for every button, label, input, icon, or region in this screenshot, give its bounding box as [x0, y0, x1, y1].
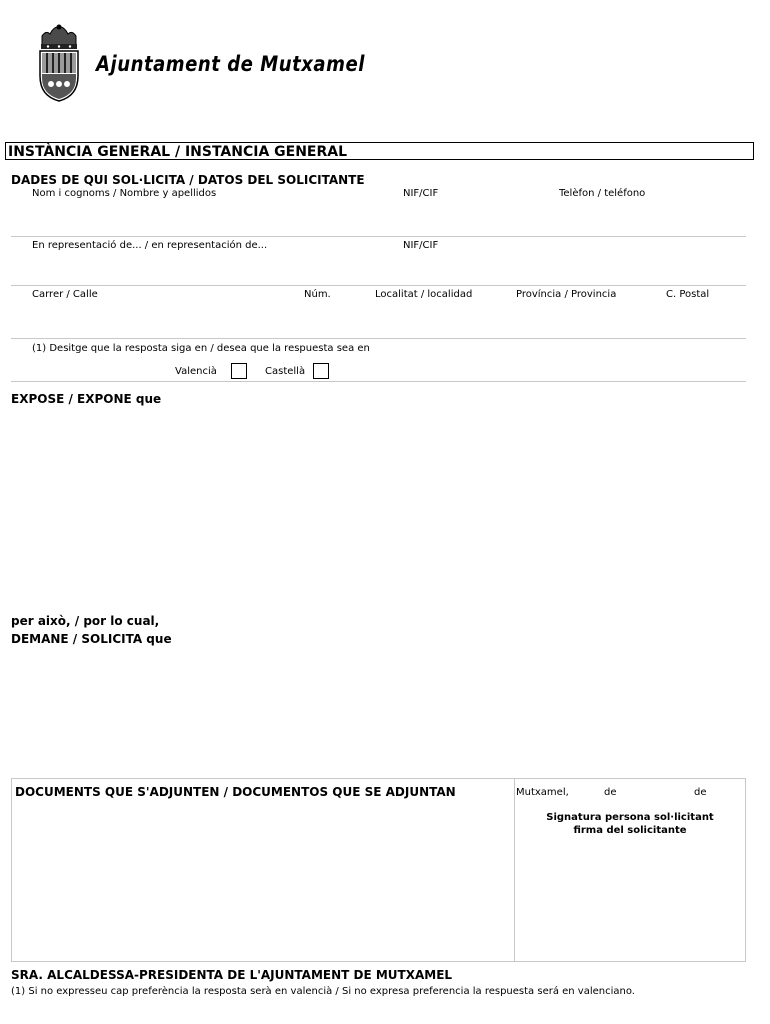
divider	[11, 338, 746, 339]
phone-label: Telèfon / teléfono	[559, 188, 646, 199]
date-de-label: de	[604, 787, 617, 798]
demane-text-area[interactable]	[11, 650, 746, 770]
applicant-heading: DADES DE QUI SOL·LICITA / DATOS DEL SOLICITANTE	[11, 173, 365, 187]
castella-checkbox[interactable]	[313, 363, 329, 379]
valencia-checkbox[interactable]	[231, 363, 247, 379]
expose-text-area[interactable]	[11, 410, 746, 610]
demane-heading: DEMANE / SOLICITA que	[11, 632, 172, 646]
postal-label: C. Postal	[666, 289, 710, 300]
name-label: Nom i cognoms / Nombre y apellidos	[32, 188, 217, 199]
place-label: Mutxamel,	[516, 787, 569, 798]
number-label: Núm.	[304, 289, 331, 300]
street-label: Carrer / Calle	[32, 289, 98, 300]
nif-label: NIF/CIF	[403, 188, 439, 199]
signature-area[interactable]	[520, 840, 742, 958]
signature-line: Signatura persona sol·licitant	[546, 812, 714, 823]
option-castella-label: Castellà	[265, 366, 306, 377]
date-de-label: de	[694, 787, 707, 798]
language-prompt: (1) Desitge que la resposta siga en / desea que la respuesta sea en	[32, 343, 370, 354]
municipal-coat-of-arms-icon	[36, 24, 82, 102]
divider	[11, 285, 746, 286]
page-title: INSTÀNCIA GENERAL / INSTANCIA GENERAL	[8, 144, 348, 160]
divider	[11, 381, 746, 382]
option-valencia-label: Valencià	[175, 366, 217, 377]
province-label: Província / Provincia	[516, 289, 617, 300]
representation-nif-label: NIF/CIF	[403, 240, 439, 251]
signature-line: firma del solicitante	[573, 825, 687, 836]
brand-name: Ajuntament de Mutxamel	[96, 52, 365, 76]
addressee: SRA. ALCALDESSA-PRESIDENTA DE L'AJUNTAMENT DE MUTXAMEL	[11, 968, 453, 982]
per-aixo-text: per això, / por lo cual,	[11, 614, 160, 628]
representation-label: En representació de... / en representación de...	[32, 240, 268, 251]
divider	[11, 236, 746, 237]
footnote: (1) Si no expresseu cap preferència la resposta serà en valencià / Si no expresa preferencia la respuesta será en valenciano.	[11, 986, 635, 997]
expose-heading: EXPOSE / EXPONE que	[11, 392, 162, 406]
documents-text-area[interactable]	[15, 805, 510, 957]
locality-label: Localitat / localidad	[375, 289, 473, 300]
signature-caption	[520, 811, 740, 837]
documents-heading: DOCUMENTS QUE S'ADJUNTEN / DOCUMENTOS QUE SE ADJUNTAN	[15, 785, 456, 799]
documents-divider	[514, 778, 515, 962]
